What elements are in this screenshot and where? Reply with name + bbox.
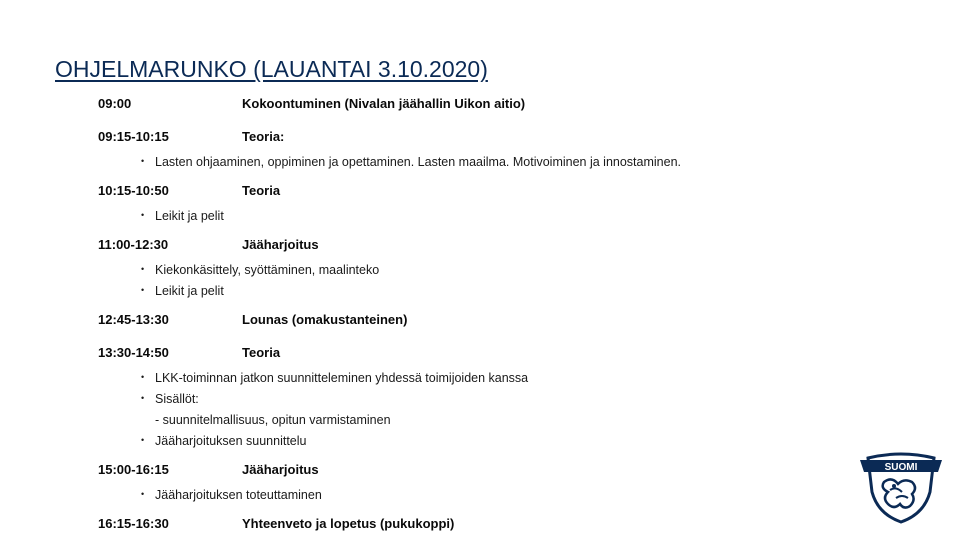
schedule-time: 10:15-10:50	[98, 183, 169, 198]
bullet-item	[141, 434, 307, 448]
bullet-icon: •	[141, 156, 145, 166]
bullet-item	[141, 371, 528, 385]
page-title: OHJELMARUNKO (LAUANTAI 3.10.2020)	[55, 56, 488, 82]
bullet-text: Lasten ohjaaminen, oppiminen ja opettaminen. Lasten maailma. Motivoiminen ja innostaminen.	[155, 155, 682, 169]
bullet-text: Sisällöt:	[155, 392, 199, 406]
schedule-desc: Kokoontuminen (Nivalan jäähallin Uikon aitio)	[242, 96, 526, 111]
bullet-item	[141, 155, 681, 169]
schedule-desc: Teoria:	[242, 129, 285, 144]
bullet-text: LKK-toiminnan jatkon suunnitteleminen yhdessä toimijoiden kanssa	[155, 371, 529, 385]
schedule-time: 15:00-16:15	[98, 462, 169, 477]
bullet-text: Leikit ja pelit	[155, 209, 224, 223]
schedule-time: 09:00	[98, 96, 132, 111]
bullet-icon: •	[141, 264, 145, 274]
schedule-desc: Jääharjoitus	[242, 462, 319, 477]
bullet-item	[141, 263, 379, 277]
bullet-text: Jääharjoituksen suunnittelu	[155, 434, 307, 448]
schedule-desc: Teoria	[242, 345, 281, 360]
bullet-icon: •	[141, 489, 145, 499]
bullet-item	[141, 488, 322, 502]
schedule-time: 12:45-13:30	[98, 312, 169, 327]
bullet-item	[141, 284, 224, 298]
bullet-icon: •	[141, 435, 145, 445]
bullet-text: Jääharjoituksen toteuttaminen	[155, 488, 322, 502]
logo-text: SUOMI	[884, 462, 918, 473]
schedule-desc: Teoria	[242, 183, 281, 198]
bullet-text: Leikit ja pelit	[155, 284, 224, 298]
bullet-icon: •	[141, 285, 145, 295]
bullet-item	[141, 392, 199, 406]
bullet-icon: •	[141, 210, 145, 220]
bullet-icon: •	[141, 393, 145, 403]
sub-item: - suunnitelmallisuus, opitun varmistaminen	[155, 413, 391, 427]
bullet-item	[141, 209, 224, 223]
schedule-desc: Yhteenveto ja lopetus (pukukoppi)	[242, 516, 455, 531]
schedule-time: 16:15-16:30	[98, 516, 169, 531]
schedule-desc: Jääharjoitus	[242, 237, 319, 252]
schedule-desc: Lounas (omakustanteinen)	[242, 312, 408, 327]
bullet-text: Kiekonkäsittely, syöttäminen, maalinteko	[155, 263, 380, 277]
schedule-time: 09:15-10:15	[98, 129, 169, 144]
bullet-icon: •	[141, 372, 145, 382]
schedule-time: 13:30-14:50	[98, 345, 169, 360]
finland-lion-crest-icon	[858, 452, 944, 524]
schedule-time: 11:00-12:30	[98, 237, 169, 252]
